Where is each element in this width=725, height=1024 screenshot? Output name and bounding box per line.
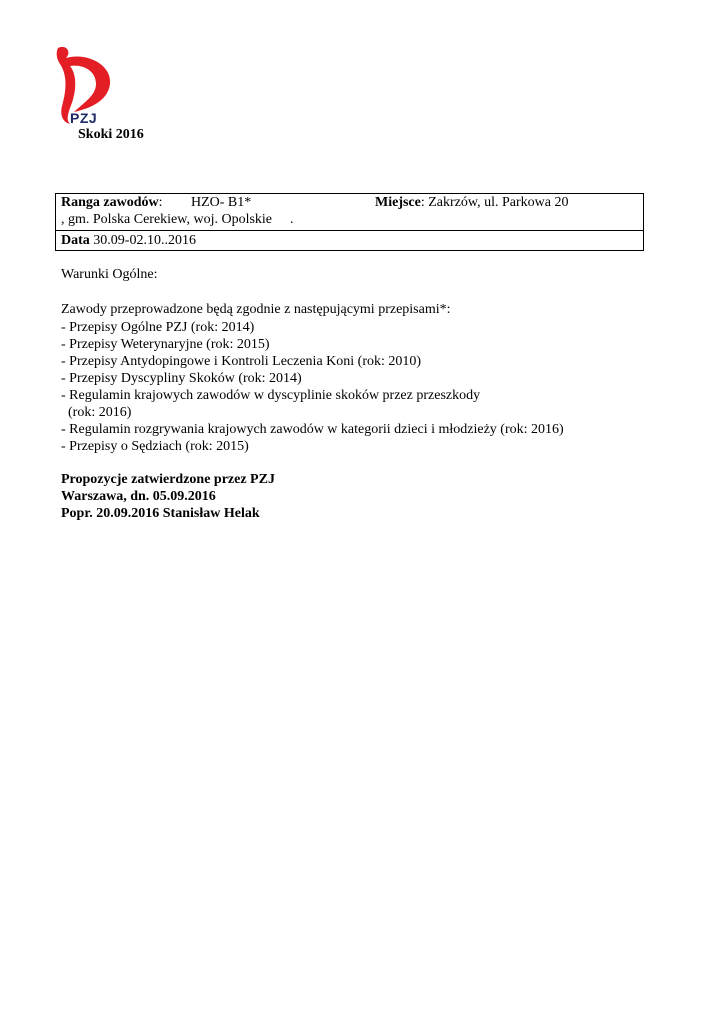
date-row	[61, 233, 196, 249]
location-text: , gm. Polska Cerekiew, woj. Opolskie	[61, 212, 273, 227]
list-item: - Przepisy Ogólne PZJ (rok: 2014)	[61, 320, 255, 335]
approval-revision: Popr. 20.09.2016 Stanisław Helak	[61, 506, 260, 521]
list-item: - Przepisy Dyscypliny Skoków (rok: 2014)	[61, 371, 302, 386]
list-item: - Przepisy Antydopingowe i Kontroli Leczenia Koni (rok: 2010)	[61, 354, 422, 369]
ranga-colon: :	[158, 195, 163, 210]
miejsce-row	[375, 195, 568, 211]
regulations-intro: Zawody przeprowadzone będą zgodnie z następującymi przepisami*:	[61, 302, 451, 317]
miejsce-value: : Zakrzów, ul. Parkowa 20	[420, 195, 569, 210]
list-item: - Regulamin rozgrywania krajowych zawodów w kategorii dzieci i młodzieży (rok: 2016)	[61, 422, 564, 437]
date-value: 30.09-02.10..2016	[89, 233, 196, 248]
info-box	[55, 193, 644, 251]
list-item: - Regulamin krajowych zawodów w dyscyplinie skoków przez przeszkody	[61, 388, 481, 403]
approval-line: Propozycje zatwierdzone przez PZJ	[61, 472, 275, 487]
approval-block	[61, 471, 275, 522]
box-divider	[56, 230, 643, 231]
ranga-value: HZO- B1*	[191, 195, 252, 210]
date-label: Data	[61, 233, 90, 248]
ranga-row	[61, 195, 163, 211]
list-item: - Przepisy o Sędziach (rok: 2015)	[61, 439, 249, 454]
location-dot: .	[290, 212, 294, 227]
location-line	[61, 212, 294, 228]
list-item: - Przepisy Weterynaryjne (rok: 2015)	[61, 337, 270, 352]
page-title: Skoki 2016	[78, 127, 144, 142]
ranga-label: Ranga zawodów	[61, 195, 159, 210]
logo-text: PZJ	[70, 110, 98, 126]
regulations-list	[61, 319, 564, 455]
miejsce-label: Miejsce	[375, 195, 421, 210]
list-item-continuation: (rok: 2016)	[68, 405, 132, 420]
conditions-heading: Warunki Ogólne:	[61, 267, 158, 282]
approval-date: Warszawa, dn. 05.09.2016	[61, 489, 216, 504]
